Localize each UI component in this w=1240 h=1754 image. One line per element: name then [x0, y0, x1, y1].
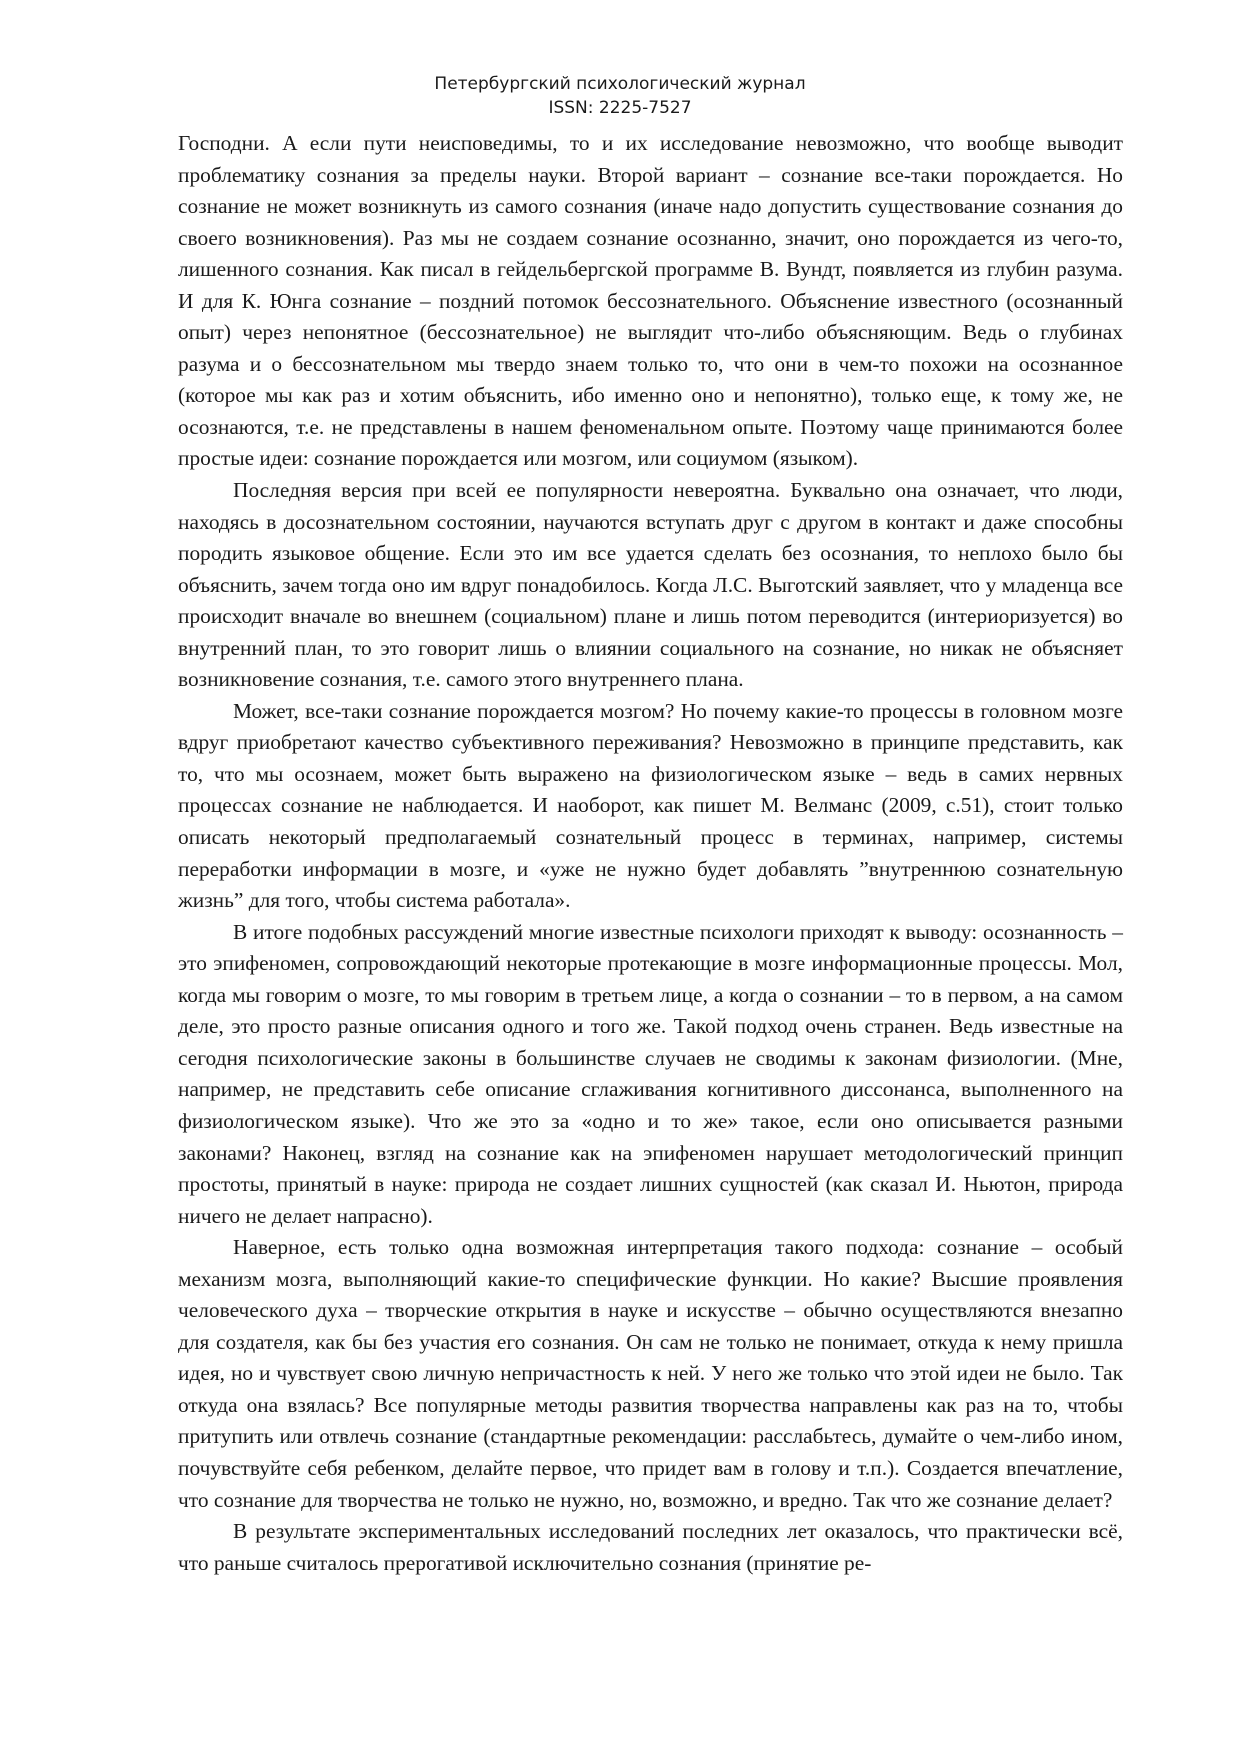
paragraph: Наверное, есть только одна возможная интерпретация такого подхода: сознание – особый механизм мозга, выполняющий какие-то специфические функции. Но какие? Высшие проявления человеческого духа – творческие открытия в науке и искусстве – обычно осуществляются внезапно для создателя, как бы без участия его сознания. Он сам не только не понимает, откуда к нему пришла идея, но и чувствует свою личную непричастность к ней. У него же только что этой идеи не было. Так откуда она взялась? Все популярные методы развития творчества направлены как раз на то, чтобы притупить или отвлечь сознание (стандартные рекомендации: расслабьтесь, думайте о чем-либо ином, почувствуйте себя ребенком, делайте первое, что придет вам в голову и т.п.). Создается впечатление, что сознание для творчества не только не нужно, но, возможно, и вредно. Так что же сознание делает?	[178, 1235, 1123, 1512]
paragraph-continued: Господни. А если пути неисповедимы, то и их исследование невозможно, что вообще выводит проблематику сознания за пределы науки. Второй вариант – сознание все-таки порождается. Но сознание не может возникнуть из самого сознания (иначе надо допустить существование сознания до своего возникновения). Раз мы не создаем сознание осознанно, значит, оно порождается из чего-то, лишенного сознания. Как писал в гейдельбергской программе В. Вундт, появляется из глубин разума. И для К. Юнга сознание – поздний потомок бессознательного. Объяснение известного (осознанный опыт) через непонятное (бессознательное) не выглядит что-либо объясняющим. Ведь о глубинах разума и о бессознательном мы твердо знаем только то, что они в чем-то похожи на осознанное (которое мы как раз и хотим объяснить, ибо именно оно и непонятно), только еще, к тому же, не осознаются, т.е. не представлены в нашем феноменальном опыте. Поэтому чаще принимаются более простые идеи: сознание порождается или мозгом, или социумом (языком).	[178, 131, 1123, 471]
paragraph: Последняя версия при всей ее популярности невероятна. Буквально она означает, что люди, находясь в досознательном состоянии, научаются вступать друг с другом в контакт и даже способны породить языковое общение. Если это им все удается сделать без осознания, то неплохо было бы объяснить, зачем тогда оно им вдруг понадобилось. Когда Л.С. Выготский заявляет, что у младенца все происходит вначале во внешнем (социальном) плане и лишь потом переводится (интериоризуется) во внутренний план, то это говорит лишь о влиянии социального на сознание, но никак не объясняет возникновение сознания, т.е. самого этого внутреннего плана.	[178, 478, 1123, 692]
paragraph: Может, все-таки сознание порождается мозгом? Но почему какие-то процессы в головном мозге вдруг приобретают качество субъективного переживания? Невозможно в принципе представить, как то, что мы осознаем, может быть выражено на физиологическом языке – ведь в самих нервных процессах сознание не наблюдается. И наоборот, как пишет М. Велманс (2009, с.51), стоит только описать некоторый предполагаемый сознательный процесс в терминах, например, системы переработки информации в мозге, и «уже не нужно будет добавлять ”внутреннюю сознательную жизнь” для того, чтобы система работала».	[178, 698, 1123, 913]
journal-issn: ISSN: 2225-7527	[548, 98, 692, 118]
paragraph: В результате экспериментальных исследований последних лет оказалось, что практически всё, что раньше считалось прерогативой исключительно сознания (принятие ре-	[178, 1519, 1123, 1575]
journal-title: Петербургский психологический журнал	[434, 74, 806, 94]
paragraph: В итоге подобных рассуждений многие известные психологи приходят к выводу: осознанность – это эпифеномен, сопровождающий некоторые протекающие в мозге информационные процессы. Мол, когда мы говорим о мозге, то мы говорим в третьем лице, а когда о сознании – то в первом, а на самом деле, это просто разные описания одного и того же. Такой подход очень странен. Ведь известные на сегодня психологические законы в большинстве случаев не сводимы к законам физиологии. (Мне, например, не представить себе описание сглаживания когнитивного диссонанса, выполненного на физиологическом языке). Что же это за «одно и то же» такое, если оно описывается разными законами? Наконец, взгляд на сознание как на эпифеномен нарушает методологический принцип простоты, принятый в науке: природа не создает лишних сущностей (как сказал И. Ньютон, природа ничего не делает напрасно).	[178, 919, 1123, 1228]
page-header	[0, 72, 1240, 120]
article-body	[178, 128, 1123, 1579]
